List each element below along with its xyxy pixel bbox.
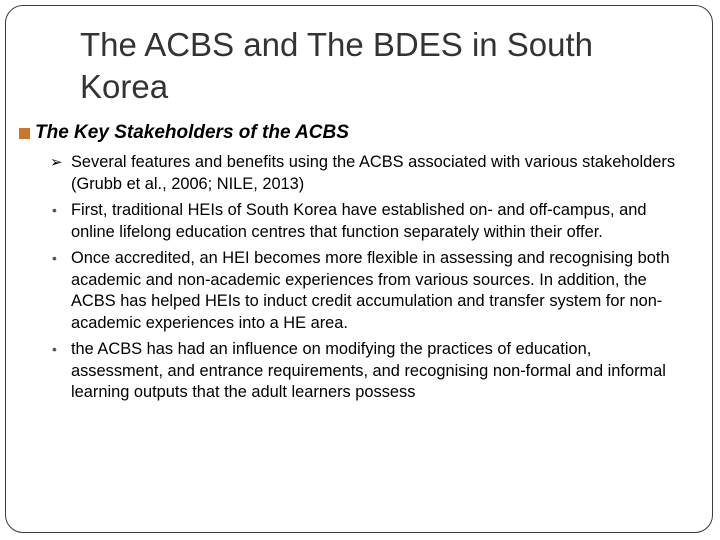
dot-bullet-icon: • — [52, 250, 57, 266]
list-item-text: the ACBS has had an influence on modifying the practices of education, assessment, and entrance requirements, and recognising non-formal and informal learning outputs that the adult learners possess — [71, 340, 666, 401]
list-item — [50, 200, 680, 243]
slide-subheading — [19, 120, 349, 146]
square-bullet-icon — [19, 128, 30, 139]
arrow-bullet-icon: ➢ — [50, 154, 63, 171]
dot-bullet-icon: • — [52, 202, 57, 218]
list-item-text: Several features and benefits using the ACBS associated with various stakeholders (Grubb et al., 2006; NILE, 2013) — [71, 153, 676, 193]
bullet-list — [50, 152, 680, 409]
list-item — [50, 248, 680, 334]
list-item-text: Once accredited, an HEI becomes more flexible in assessing and recognising both academic and non-academic experiences from various sources. In addition, the ACBS has helped HEIs to induct credit accumulation and transfer system for non-academic experiences into a HE area. — [71, 249, 670, 332]
list-item-text: First, traditional HEIs of South Korea have established on- and off-campus, and online lifelong education centres that function separately within their offer. — [71, 201, 647, 241]
list-item — [50, 339, 680, 404]
slide-title: The ACBS and The BDES in South Korea — [80, 26, 594, 105]
subheading-text: The Key Stakeholders of the ACBS — [35, 122, 349, 143]
dot-bullet-icon: • — [52, 341, 57, 357]
list-item — [50, 152, 680, 195]
